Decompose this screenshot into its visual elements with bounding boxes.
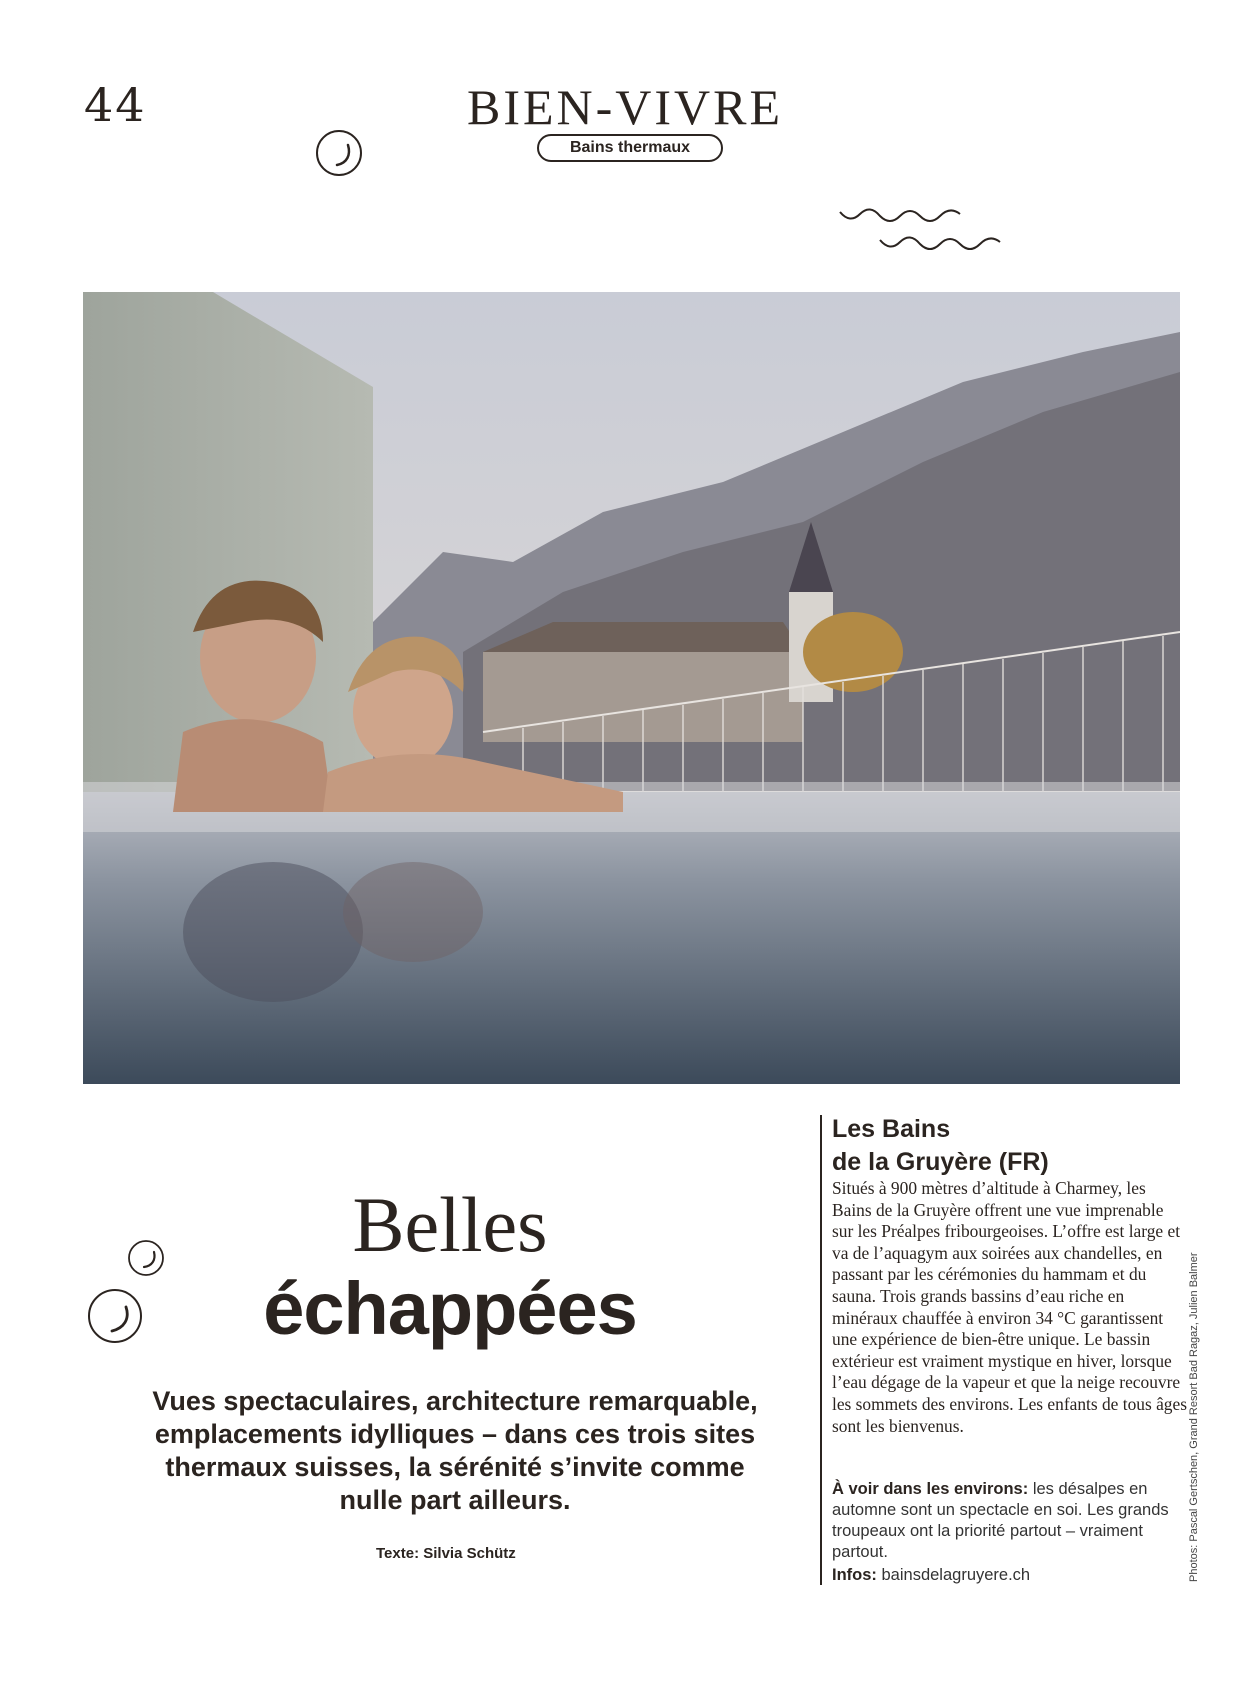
sidebar-info xyxy=(832,1565,1187,1586)
section-title: BIEN-VIVRE xyxy=(466,79,784,135)
section-tag: Bains thermaux xyxy=(537,134,723,162)
info-label: Infos: xyxy=(832,1566,877,1584)
article-lede: Vues spectaculaires, architecture remarquable, emplacements idylliques – dans ces trois sites thermaux suisses, la sérénité s’invite comme nulle part ailleurs. xyxy=(152,1386,758,1515)
sidebar-body: Situés à 900 mètres d’altitude à Charmey, les Bains de la Gruyère offrent une vue imprenable sur les Préalpes fribourgeoises. L’offre est large et va de l’aquagym aux soirées aux chandelles, en passant par les cérémonies du hammam et du sauna. Trois grands bassins d’eau riche en minéraux chauffée à environ 34 °C garantissent une expérience de bien-être unique. Le bassin extérieur est vraiment mystique en hiver, lorsque l’eau dégage de la vapeur et que la neige recouvre les sommets des environs. Les enfants de tous âges sont les bienvenus. xyxy=(832,1178,1187,1436)
photo-thermal-pool-icon xyxy=(83,292,1180,1084)
byline: Texte: Silvia Schütz xyxy=(376,1545,516,1562)
sidebar-title xyxy=(832,1113,1192,1179)
waves-icon xyxy=(838,206,1003,261)
headline-light: Belles xyxy=(352,1181,548,1268)
photo-credit: Photos: Pascal Gertschen, Grand Resort Bad Ragaz, Julien Balmer xyxy=(1188,1252,1200,1582)
page-number: 44 xyxy=(84,78,147,132)
info-link[interactable]: bainsdelagruyere.ch xyxy=(876,1566,1031,1584)
sidebar-rule xyxy=(820,1115,822,1585)
sidebar-title-line1: Les Bains xyxy=(832,1115,951,1143)
nearby-text: les désalpes en automne sont un spectacle en soi. Les grands troupeaux ont la priorité partout – vraiment partout. xyxy=(832,1480,1169,1561)
sidebar-nearby xyxy=(832,1479,1187,1563)
headline-bold: échappées xyxy=(263,1267,637,1350)
sidebar-title-line2: de la Gruyère (FR) xyxy=(832,1148,1049,1176)
bubble-icon xyxy=(315,129,363,177)
hero-photo xyxy=(83,292,1180,1084)
nearby-label: À voir dans les environs: xyxy=(832,1480,1029,1498)
